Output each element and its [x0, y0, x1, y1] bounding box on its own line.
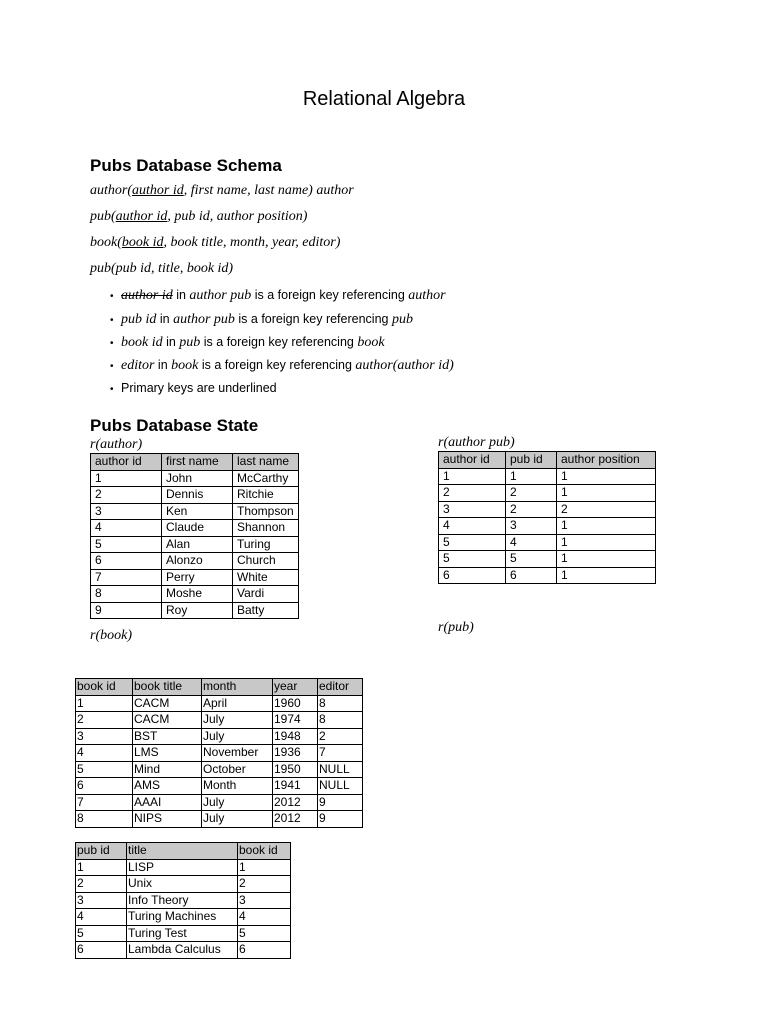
table-cell: LISP — [127, 859, 238, 876]
column-header: author id — [439, 452, 506, 469]
table-cell: 6 — [238, 942, 291, 959]
table-cell: July — [202, 712, 273, 729]
schema-pre: pub(pub id, title, book id) — [90, 261, 234, 276]
fk-rel: author pub — [189, 288, 252, 303]
pub-relation-label: r(pub) — [438, 620, 474, 635]
table-cell: Turing Test — [127, 925, 238, 942]
table-row — [91, 503, 299, 520]
table-row — [76, 778, 363, 795]
table-cell: Lambda Calculus — [127, 942, 238, 959]
table-cell: 8 — [76, 811, 133, 828]
table-cell: July — [202, 794, 273, 811]
table-cell: 3 — [506, 518, 557, 535]
table-cell: 1 — [76, 695, 133, 712]
column-header: title — [127, 843, 238, 860]
table-cell: 5 — [91, 536, 162, 553]
fk-attr: editor — [121, 358, 155, 373]
table-cell: 2012 — [273, 794, 318, 811]
fk-bullet — [110, 358, 454, 374]
table-cell: 2 — [439, 485, 506, 502]
table-row — [91, 520, 299, 537]
fk-text: in — [154, 358, 172, 372]
table-cell: 1 — [557, 567, 656, 584]
table-row — [91, 586, 299, 603]
table-cell: Unix — [127, 876, 238, 893]
table-cell: Info Theory — [127, 892, 238, 909]
table-cell: 8 — [318, 695, 363, 712]
bullet-mark: • — [110, 338, 114, 349]
table-cell: Claude — [162, 520, 233, 537]
schema-line-book — [90, 235, 340, 251]
fk-ref: author(author id) — [355, 358, 454, 373]
column-header: editor — [318, 679, 363, 696]
fk-bullet — [110, 288, 446, 304]
schema-key: author id — [115, 209, 168, 224]
table-cell: Turing — [233, 536, 299, 553]
table-cell: NIPS — [133, 811, 202, 828]
schema-line-author-pub — [90, 209, 307, 225]
column-header: first name — [162, 454, 233, 471]
table-row — [439, 567, 656, 584]
table-cell: Month — [202, 778, 273, 795]
table-cell: AMS — [133, 778, 202, 795]
table-cell: 1 — [557, 534, 656, 551]
table-cell: Ritchie — [233, 487, 299, 504]
table-cell: 1 — [439, 468, 506, 485]
table-cell: Church — [233, 553, 299, 570]
table-cell: 2 — [238, 876, 291, 893]
table-cell: 5 — [76, 925, 127, 942]
table-row — [439, 518, 656, 535]
table-cell: AAAI — [133, 794, 202, 811]
table-row — [439, 534, 656, 551]
table-cell: 8 — [91, 586, 162, 603]
author-relation-label: r(author) — [90, 437, 143, 452]
table-cell: Roy — [162, 602, 233, 619]
table-cell: 9 — [318, 811, 363, 828]
state-heading: Pubs Database State — [90, 416, 259, 435]
table-cell: CACM — [133, 712, 202, 729]
table-cell: July — [202, 728, 273, 745]
fk-text: is a foreign key referencing — [200, 335, 358, 349]
schema-key: book id — [121, 235, 164, 250]
table-cell: 5 — [439, 551, 506, 568]
table-row — [76, 728, 363, 745]
bullet-mark: • — [110, 361, 114, 372]
table-row — [91, 553, 299, 570]
table-cell: 6 — [439, 567, 506, 584]
table-row — [91, 569, 299, 586]
column-header: author position — [557, 452, 656, 469]
table-cell: Shannon — [233, 520, 299, 537]
table-cell: 6 — [76, 778, 133, 795]
table-cell: 7 — [76, 794, 133, 811]
pub-table — [75, 842, 291, 959]
table-cell: NULL — [318, 778, 363, 795]
table-row — [76, 712, 363, 729]
table-row — [439, 468, 656, 485]
schema-pre: book( — [90, 235, 122, 250]
table-cell: Ken — [162, 503, 233, 520]
fk-ref: book — [357, 335, 385, 350]
schema-line-author — [90, 183, 354, 199]
table-row — [76, 794, 363, 811]
table-cell: 2 — [506, 501, 557, 518]
bullet-mark: • — [110, 291, 114, 302]
table-cell: 9 — [91, 602, 162, 619]
pk-note-bullet — [110, 381, 277, 395]
table-cell: Batty — [233, 602, 299, 619]
table-row — [76, 876, 291, 893]
table-cell: 3 — [76, 892, 127, 909]
table-cell: 2012 — [273, 811, 318, 828]
fk-text: is a foreign key referencing — [198, 358, 356, 372]
fk-text: in — [156, 312, 174, 326]
table-cell: 1 — [557, 485, 656, 502]
table-row — [76, 909, 291, 926]
table-cell: 1941 — [273, 778, 318, 795]
table-cell: 4 — [506, 534, 557, 551]
table-header-row — [439, 452, 656, 469]
table-row — [76, 761, 363, 778]
column-header: book id — [76, 679, 133, 696]
table-cell: Mind — [133, 761, 202, 778]
table-cell: 6 — [506, 567, 557, 584]
table-header-row — [76, 843, 291, 860]
table-cell: Alan — [162, 536, 233, 553]
schema-post: , first name, last name) author — [183, 183, 354, 198]
table-cell: July — [202, 811, 273, 828]
bullet-mark: • — [110, 315, 114, 326]
table-cell: Thompson — [233, 503, 299, 520]
fk-rel: author pub — [173, 312, 235, 327]
table-cell: White — [233, 569, 299, 586]
table-cell: CACM — [133, 695, 202, 712]
fk-rel: pub — [179, 335, 201, 350]
table-row — [76, 811, 363, 828]
table-cell: 5 — [506, 551, 557, 568]
table-cell: 7 — [91, 569, 162, 586]
table-row — [439, 551, 656, 568]
table-cell: November — [202, 745, 273, 762]
table-cell: 1 — [557, 518, 656, 535]
table-cell: 3 — [76, 728, 133, 745]
table-cell: 6 — [76, 942, 127, 959]
table-cell: 3 — [439, 501, 506, 518]
table-cell: 2 — [91, 487, 162, 504]
table-cell: Turing Machines — [127, 909, 238, 926]
table-cell: 5 — [76, 761, 133, 778]
column-header: pub id — [76, 843, 127, 860]
table-cell: 1948 — [273, 728, 318, 745]
column-header: last name — [233, 454, 299, 471]
table-cell: 1974 — [273, 712, 318, 729]
table-cell: Moshe — [162, 586, 233, 603]
table-header-row — [76, 679, 363, 696]
table-cell: NULL — [318, 761, 363, 778]
table-cell: 2 — [76, 712, 133, 729]
fk-attr: author id — [121, 288, 173, 303]
table-cell: April — [202, 695, 273, 712]
table-cell: John — [162, 470, 233, 487]
table-cell: 2 — [557, 501, 656, 518]
table-cell: BST — [133, 728, 202, 745]
table-cell: Dennis — [162, 487, 233, 504]
table-cell: LMS — [133, 745, 202, 762]
column-header: year — [273, 679, 318, 696]
table-row — [76, 695, 363, 712]
table-row — [76, 925, 291, 942]
table-cell: Alonzo — [162, 553, 233, 570]
fk-attr: pub id — [121, 312, 157, 327]
schema-post: , pub id, author position) — [167, 209, 308, 224]
fk-bullet — [110, 312, 413, 328]
table-cell: 4 — [76, 909, 127, 926]
table-cell: 1936 — [273, 745, 318, 762]
column-header: pub id — [506, 452, 557, 469]
fk-attr: book id — [121, 335, 163, 350]
table-cell: 2 — [318, 728, 363, 745]
table-cell: 7 — [318, 745, 363, 762]
schema-post: , book title, month, year, editor) — [163, 235, 341, 250]
table-cell: 3 — [238, 892, 291, 909]
table-cell: 1 — [506, 468, 557, 485]
table-row — [439, 485, 656, 502]
table-cell: 1960 — [273, 695, 318, 712]
table-cell: 4 — [439, 518, 506, 535]
column-header: author id — [91, 454, 162, 471]
fk-ref: author — [408, 288, 446, 303]
schema-key: author id — [132, 183, 184, 198]
table-row — [76, 859, 291, 876]
table-cell: McCarthy — [233, 470, 299, 487]
table-cell: 2 — [506, 485, 557, 502]
table-cell: 8 — [318, 712, 363, 729]
table-cell: 3 — [91, 503, 162, 520]
author-table — [90, 453, 299, 619]
column-header: month — [202, 679, 273, 696]
schema-pre: author( — [90, 183, 132, 198]
table-cell: 1 — [76, 859, 127, 876]
table-cell: 4 — [91, 520, 162, 537]
pk-note: Primary keys are underlined — [121, 381, 277, 395]
book-relation-label: r(book) — [90, 628, 132, 643]
table-row — [91, 536, 299, 553]
schema-heading: Pubs Database Schema — [90, 156, 282, 175]
table-cell: 1 — [557, 551, 656, 568]
fk-ref: pub — [391, 312, 413, 327]
table-cell: 9 — [318, 794, 363, 811]
table-cell: 1 — [91, 470, 162, 487]
book-table — [75, 678, 363, 828]
column-header: book title — [133, 679, 202, 696]
schema-line-pub — [90, 261, 233, 277]
table-row — [91, 487, 299, 504]
column-header: book id — [238, 843, 291, 860]
table-row — [76, 942, 291, 959]
table-cell: 1 — [557, 468, 656, 485]
fk-text: in — [162, 335, 180, 349]
table-cell: 1 — [238, 859, 291, 876]
table-row — [91, 470, 299, 487]
fk-text: is a foreign key referencing — [251, 288, 409, 302]
table-cell: 4 — [238, 909, 291, 926]
table-row — [439, 501, 656, 518]
table-header-row — [91, 454, 299, 471]
table-cell: 5 — [439, 534, 506, 551]
fk-text: in — [172, 288, 190, 302]
schema-pre: pub( — [90, 209, 116, 224]
table-cell: 1950 — [273, 761, 318, 778]
fk-bullet — [110, 335, 385, 351]
table-cell: October — [202, 761, 273, 778]
bullet-mark: • — [110, 384, 114, 395]
fk-text: is a foreign key referencing — [234, 312, 392, 326]
table-cell: 2 — [76, 876, 127, 893]
table-cell: 6 — [91, 553, 162, 570]
table-row — [91, 602, 299, 619]
table-cell: Perry — [162, 569, 233, 586]
table-row — [76, 892, 291, 909]
table-cell: Vardi — [233, 586, 299, 603]
table-cell: 5 — [238, 925, 291, 942]
table-row — [76, 745, 363, 762]
fk-rel: book — [171, 358, 199, 373]
author-pub-table — [438, 451, 656, 584]
author-pub-relation-label: r(author pub) — [438, 435, 515, 450]
page-title: Relational Algebra — [302, 88, 466, 110]
table-cell: 4 — [76, 745, 133, 762]
